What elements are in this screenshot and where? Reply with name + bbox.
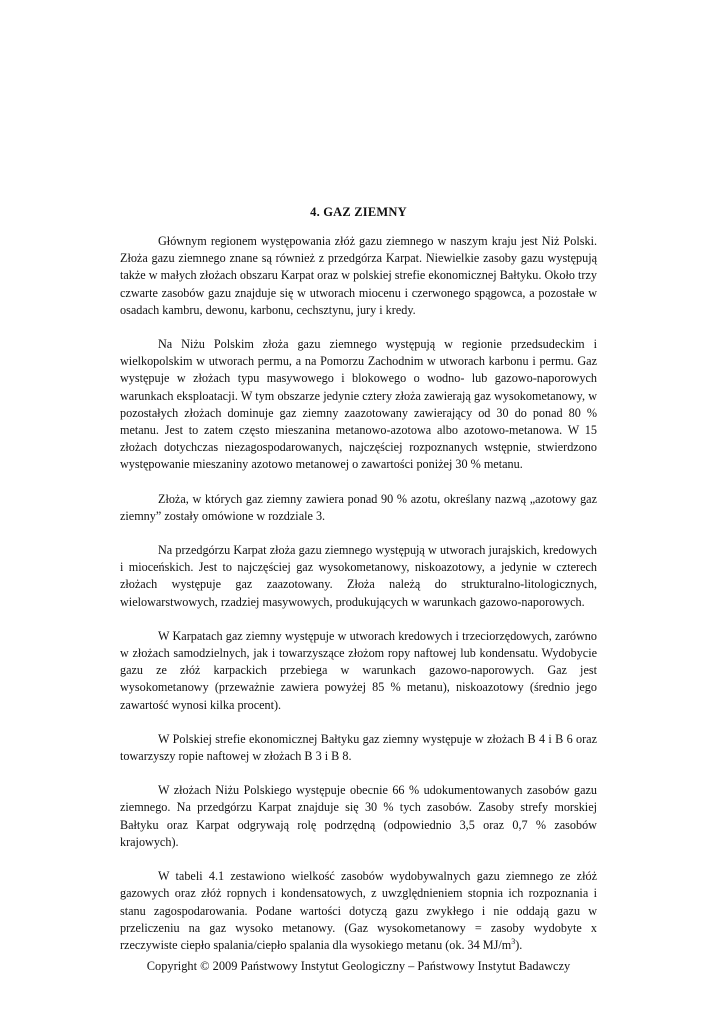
paragraph-karpaty: W Karpatach gaz ziemny występuje w utworach kredowych i trzeciorzędowych, zarówno w złożach samodzielnych, jak i towarzyszące złożom ropy naftowej lub kondensatu. Wydobycie gazu ze złóż karpackich przebiega w warunkach gazowo-naporowych. Gaz jest wysokometanowy (przeważnie zawiera powyżej 85 % metanu), niskoazotowy (średnio jego zawartość wynosi kilka procent). [120, 628, 597, 712]
unit-superscript: 3 [511, 936, 516, 946]
paragraph-tabela-4-1 [120, 868, 597, 954]
paragraph-tabela-text: W tabeli 4.1 zestawiono wielkość zasobów wydobywalnych gazu ziemnego ze złóż gazowych oraz złóż ropnych i kondensatowych, z uwzględnieniem stopnia ich rozpoznania i stanu zagospodarowania. Podane wartości dotyczą gazu zwykłego i nie oddają gazu w przeliczeniu na gaz wysoko metanowy. (Gaz wysokometanowy = zasoby wydobyte x rzeczywiste ciepło spalania/ciepło spalania dla wysokiego metanu (ok. 34 MJ/m [120, 869, 597, 952]
document-page [120, 205, 597, 975]
paragraph-przedgorze-karpat: Na przedgórzu Karpat złoża gazu ziemnego występują w utworach jurajskich, kredowych i mioceńskich. Jest to najczęściej gaz wysokometanowy, niskoazotowy, a jedynie w czterech złożach występuje gaz zaazotowany. Złoża należą do strukturalno-litologicznych, wielowarstwowych, rzadziej masywowych, produkujących w warunkach gazowo-naporowych. [120, 543, 597, 609]
paragraph-baltyk: W Polskiej strefie ekonomicznej Bałtyku gaz ziemny występuje w złożach B 4 i B 6 oraz towarzyszy ropie naftowej w złożach B 3 i B 8. [120, 731, 597, 764]
paragraph-main-regions: Głównym regionem występowania złóż gazu ziemnego w naszym kraju jest Niż Polski. Złoża gazu ziemnego znane są również z przedgórza Karpat. Niewielkie zasoby gazu występują także w małych złożach obszaru Karpat oraz w polskiej strefie ekonomicznej Bałtyku. Około trzy czwarte zasobów gazu znajduje się w utworach miocenu i czerwonego spągowca, a pozostałe w osadach kambru, dewonu, karbonu, cechsztynu, jury i kredy. [120, 234, 597, 317]
paragraph-zasoby-udzial: W złożach Niżu Polskiego występuje obecnie 66 % udokumentowanych zasobów gazu ziemnego. Na przedgórzu Karpat znajduje się 30 % tych zasobów. Zasoby strefy morskiej Bałtyku oraz Karpat odgrywają rolę podrzędną (odpowiednio 3,5 oraz 0,7 % zasobów krajowych). [120, 783, 597, 849]
paragraph-tabela-tail: ). [515, 937, 523, 952]
paragraph-nizu-polskim: Na Niżu Polskim złoża gazu ziemnego występują w regionie przedsudeckim i wielkopolskim w utworach permu, a na Pomorzu Zachodnim w utworach karbonu i permu. Gaz występuje w złożach typu masywowego i blokowego o wodno- lub gazowo-naporowych warunkach eksploatacji. W tym obszarze jedynie cztery złoża zawierają gaz wysokometanowy, w pozostałych złożach dominuje gaz ziemny zaazotowany zawierający od 30 do ponad 80 % metanu. Jest to zatem często mieszanina metanowo-azotowa albo azotowo-metanowa. W 15 złożach dotychczas niezagospodarowanych, najczęściej rozpoznanych wstępnie, stwierdzono występowanie mieszaniny azotowo metanowej o zawartości poniżej 30 % metanu. [120, 337, 597, 472]
section-heading: 4. GAZ ZIEMNY [310, 205, 407, 219]
copyright-notice: Copyright © 2009 Państwowy Instytut Geologiczny – Państwowy Instytut Badawczy [146, 959, 571, 974]
paragraph-azotowy-gaz: Złoża, w których gaz ziemny zawiera ponad 90 % azotu, określany nazwą „azotowy gaz ziemny” zostały omówione w rozdziale 3. [120, 491, 597, 523]
